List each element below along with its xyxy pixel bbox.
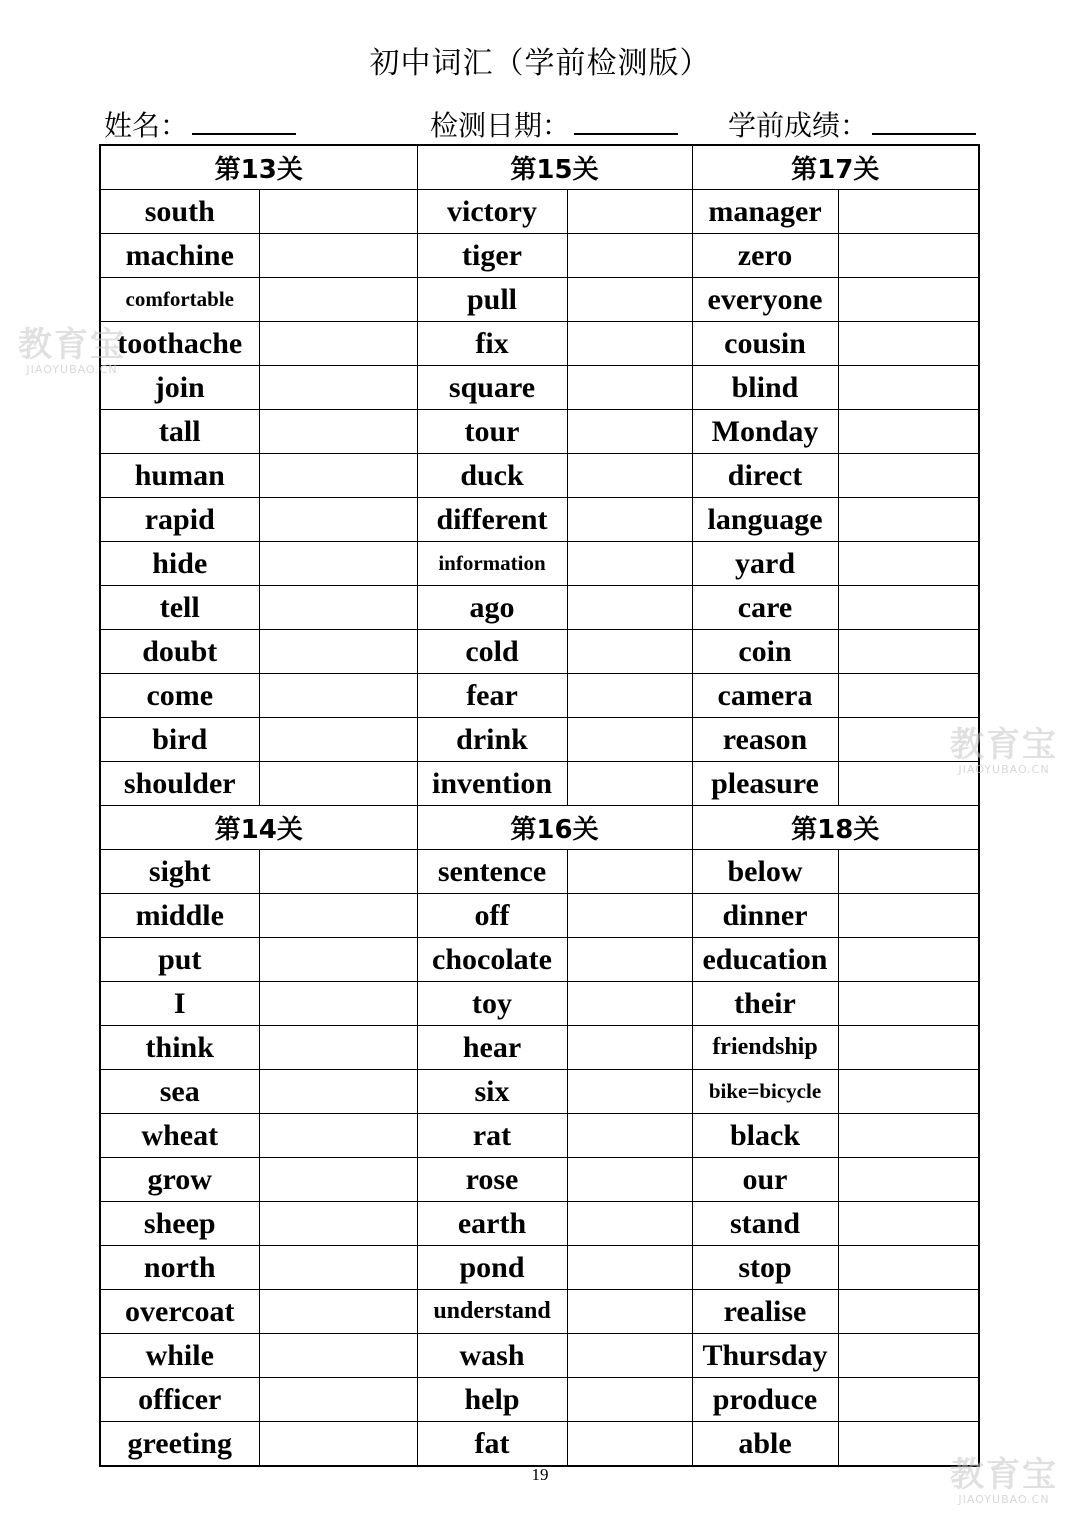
vocab-word: earth (417, 1202, 567, 1246)
answer-cell[interactable] (567, 1158, 692, 1202)
answer-cell[interactable] (838, 542, 979, 586)
answer-cell[interactable] (567, 1114, 692, 1158)
answer-cell[interactable] (259, 674, 417, 718)
answer-cell[interactable] (838, 190, 979, 234)
answer-cell[interactable] (838, 322, 979, 366)
vocab-word: yard (692, 542, 838, 586)
vocab-word: bike=bicycle (692, 1070, 838, 1114)
page-number: 19 (531, 1465, 549, 1484)
vocab-word: wheat (100, 1114, 259, 1158)
word-row (100, 1422, 979, 1467)
vocab-word: below (692, 850, 838, 894)
vocab-word: pleasure (692, 762, 838, 806)
vocab-word: everyone (692, 278, 838, 322)
answer-cell[interactable] (259, 542, 417, 586)
answer-cell[interactable] (838, 410, 979, 454)
answer-cell[interactable] (838, 894, 979, 938)
word-row (100, 1378, 979, 1422)
vocab-word: duck (417, 454, 567, 498)
answer-cell[interactable] (259, 894, 417, 938)
level-header: 第14关 (100, 806, 417, 850)
vocab-word: north (100, 1246, 259, 1290)
vocab-word: stand (692, 1202, 838, 1246)
vocab-word: ago (417, 586, 567, 630)
level-header: 第16关 (417, 806, 692, 850)
watermark-brand: 教育宝 (18, 325, 126, 365)
word-row (100, 322, 979, 366)
answer-cell[interactable] (259, 630, 417, 674)
vocab-word: I (100, 982, 259, 1026)
answer-cell[interactable] (567, 718, 692, 762)
answer-cell[interactable] (838, 454, 979, 498)
level-header: 第18关 (692, 806, 979, 850)
answer-cell[interactable] (838, 366, 979, 410)
vocab-word: rat (417, 1114, 567, 1158)
vocab-word: rose (417, 1158, 567, 1202)
word-row (100, 498, 979, 542)
answer-cell[interactable] (838, 1026, 979, 1070)
score-label: 学前成绩： (728, 109, 869, 142)
answer-cell[interactable] (259, 1026, 417, 1070)
answer-cell[interactable] (838, 498, 979, 542)
vocab-word: six (417, 1070, 567, 1114)
answer-cell[interactable] (259, 366, 417, 410)
answer-cell[interactable] (838, 1246, 979, 1290)
name-blank[interactable] (192, 107, 296, 135)
word-row (100, 1246, 979, 1290)
answer-cell[interactable] (567, 410, 692, 454)
answer-cell[interactable] (567, 278, 692, 322)
answer-cell[interactable] (838, 1070, 979, 1114)
vocab-word: Monday (692, 410, 838, 454)
vocab-word: direct (692, 454, 838, 498)
vocab-table (99, 144, 980, 1467)
answer-cell[interactable] (259, 1334, 417, 1378)
word-row (100, 674, 979, 718)
word-row (100, 586, 979, 630)
answer-cell[interactable] (259, 938, 417, 982)
word-row (100, 850, 979, 894)
answer-cell[interactable] (259, 1202, 417, 1246)
answer-cell[interactable] (259, 1246, 417, 1290)
vocab-word: education (692, 938, 838, 982)
word-row (100, 1026, 979, 1070)
answer-cell[interactable] (259, 190, 417, 234)
watermark-url: JIAOYUBAO.CN (26, 363, 118, 376)
watermark-brand: 教育宝 (950, 1455, 1058, 1495)
vocab-word: think (100, 1026, 259, 1070)
vocab-word: come (100, 674, 259, 718)
word-row (100, 718, 979, 762)
vocab-word: language (692, 498, 838, 542)
word-row (100, 410, 979, 454)
section-header-row (100, 145, 979, 190)
vocab-word: cousin (692, 322, 838, 366)
watermark-left (18, 325, 126, 376)
answer-cell[interactable] (259, 762, 417, 806)
answer-cell[interactable] (838, 938, 979, 982)
answer-cell[interactable] (567, 674, 692, 718)
vocab-word: overcoat (100, 1290, 259, 1334)
answer-cell[interactable] (259, 410, 417, 454)
vocab-word: wash (417, 1334, 567, 1378)
vocab-word: fix (417, 322, 567, 366)
section-header-row (100, 806, 979, 850)
answer-cell[interactable] (567, 234, 692, 278)
answer-cell[interactable] (567, 1246, 692, 1290)
vocab-word: our (692, 1158, 838, 1202)
answer-cell[interactable] (259, 1114, 417, 1158)
word-row (100, 1202, 979, 1246)
answer-cell[interactable] (259, 322, 417, 366)
word-row (100, 366, 979, 410)
answer-cell[interactable] (567, 1026, 692, 1070)
vocab-word: sight (100, 850, 259, 894)
vocab-word: grow (100, 1158, 259, 1202)
answer-cell[interactable] (567, 1378, 692, 1422)
vocab-word: drink (417, 718, 567, 762)
vocab-word: machine (100, 234, 259, 278)
word-row (100, 1158, 979, 1202)
answer-cell[interactable] (567, 542, 692, 586)
vocab-word: officer (100, 1378, 259, 1422)
word-row (100, 982, 979, 1026)
word-row (100, 762, 979, 806)
vocab-word: tour (417, 410, 567, 454)
vocab-word: south (100, 190, 259, 234)
vocab-word: sea (100, 1070, 259, 1114)
answer-cell[interactable] (567, 630, 692, 674)
answer-cell[interactable] (259, 1158, 417, 1202)
vocab-word: doubt (100, 630, 259, 674)
vocab-word: toy (417, 982, 567, 1026)
vocab-word: hide (100, 542, 259, 586)
vocab-word: chocolate (417, 938, 567, 982)
watermark-url: JIAOYUBAO.CN (958, 763, 1050, 776)
answer-cell[interactable] (567, 586, 692, 630)
answer-cell[interactable] (838, 234, 979, 278)
page-title: 初中词汇（学前检测版） (369, 46, 711, 81)
answer-cell[interactable] (259, 454, 417, 498)
score-blank[interactable] (872, 107, 976, 135)
vocab-word: tiger (417, 234, 567, 278)
watermark-right (950, 725, 1058, 776)
vocab-word: tall (100, 410, 259, 454)
answer-cell[interactable] (838, 850, 979, 894)
vocab-word: comfortable (100, 278, 259, 322)
vocab-word: victory (417, 190, 567, 234)
answer-cell[interactable] (259, 234, 417, 278)
word-row (100, 630, 979, 674)
vocab-word: black (692, 1114, 838, 1158)
vocab-word: stop (692, 1246, 838, 1290)
answer-cell[interactable] (259, 1290, 417, 1334)
vocab-word: different (417, 498, 567, 542)
vocab-word: pond (417, 1246, 567, 1290)
vocab-word: their (692, 982, 838, 1026)
vocab-word: friendship (692, 1026, 838, 1070)
watermark-bottom (950, 1455, 1058, 1506)
vocab-word: dinner (692, 894, 838, 938)
vocab-word: middle (100, 894, 259, 938)
answer-cell[interactable] (259, 1422, 417, 1467)
vocab-word: while (100, 1334, 259, 1378)
vocab-word: fear (417, 674, 567, 718)
answer-cell[interactable] (567, 366, 692, 410)
answer-cell[interactable] (259, 718, 417, 762)
answer-cell[interactable] (838, 1202, 979, 1246)
vocab-word: Thursday (692, 1334, 838, 1378)
level-header: 第13关 (100, 145, 417, 190)
vocab-word: rapid (100, 498, 259, 542)
answer-cell[interactable] (567, 982, 692, 1026)
date-label: 检测日期： (430, 109, 571, 142)
word-row (100, 278, 979, 322)
answer-cell[interactable] (567, 190, 692, 234)
word-row (100, 454, 979, 498)
level-header: 第15关 (417, 145, 692, 190)
vocab-word: pull (417, 278, 567, 322)
vocab-word: reason (692, 718, 838, 762)
vocab-word: camera (692, 674, 838, 718)
vocab-word: tell (100, 586, 259, 630)
answer-cell[interactable] (567, 850, 692, 894)
word-row (100, 1070, 979, 1114)
watermark-brand: 教育宝 (950, 725, 1058, 765)
word-row (100, 234, 979, 278)
vocab-word: invention (417, 762, 567, 806)
level-header: 第17关 (692, 145, 979, 190)
vocab-word: sentence (417, 850, 567, 894)
answer-cell[interactable] (259, 586, 417, 630)
date-field (430, 104, 678, 144)
vocab-word: able (692, 1422, 838, 1467)
name-field (104, 104, 296, 144)
vocab-word: blind (692, 366, 838, 410)
answer-cell[interactable] (567, 1290, 692, 1334)
answer-cell[interactable] (838, 630, 979, 674)
answer-cell[interactable] (567, 762, 692, 806)
watermark-url: JIAOYUBAO.CN (958, 1493, 1050, 1506)
vocab-word: shoulder (100, 762, 259, 806)
vocab-word: join (100, 366, 259, 410)
answer-cell[interactable] (259, 1378, 417, 1422)
word-row (100, 1114, 979, 1158)
answer-cell[interactable] (838, 1114, 979, 1158)
answer-cell[interactable] (567, 1202, 692, 1246)
answer-cell[interactable] (567, 322, 692, 366)
score-field (728, 104, 976, 144)
vocab-word: understand (417, 1290, 567, 1334)
vocab-word: bird (100, 718, 259, 762)
word-row (100, 190, 979, 234)
answer-cell[interactable] (567, 1070, 692, 1114)
answer-cell[interactable] (838, 586, 979, 630)
vocab-word: realise (692, 1290, 838, 1334)
vocab-word: information (417, 542, 567, 586)
vocab-word: cold (417, 630, 567, 674)
answer-cell[interactable] (259, 278, 417, 322)
answer-cell[interactable] (567, 1422, 692, 1467)
vocab-word: help (417, 1378, 567, 1422)
answer-cell[interactable] (259, 1070, 417, 1114)
answer-cell[interactable] (567, 894, 692, 938)
vocab-word: manager (692, 190, 838, 234)
word-row (100, 938, 979, 982)
answer-cell[interactable] (838, 1334, 979, 1378)
answer-cell[interactable] (567, 498, 692, 542)
word-row (100, 894, 979, 938)
vocab-word: human (100, 454, 259, 498)
vocab-word: square (417, 366, 567, 410)
vocab-word: put (100, 938, 259, 982)
vocab-word: care (692, 586, 838, 630)
date-blank[interactable] (574, 107, 678, 135)
answer-cell[interactable] (838, 1378, 979, 1422)
vocab-word: sheep (100, 1202, 259, 1246)
answer-cell[interactable] (838, 982, 979, 1026)
name-label: 姓名： (104, 109, 189, 142)
answer-cell[interactable] (838, 278, 979, 322)
vocab-word: off (417, 894, 567, 938)
word-row (100, 1334, 979, 1378)
answer-cell[interactable] (259, 982, 417, 1026)
word-row (100, 542, 979, 586)
answer-cell[interactable] (259, 498, 417, 542)
vocab-word: fat (417, 1422, 567, 1467)
answer-cell[interactable] (567, 938, 692, 982)
vocab-word: toothache (100, 322, 259, 366)
answer-cell[interactable] (838, 1290, 979, 1334)
answer-cell[interactable] (567, 1334, 692, 1378)
answer-cell[interactable] (838, 674, 979, 718)
vocab-word: greeting (100, 1422, 259, 1467)
vocab-word: zero (692, 234, 838, 278)
answer-cell[interactable] (259, 850, 417, 894)
vocab-word: coin (692, 630, 838, 674)
vocab-word: hear (417, 1026, 567, 1070)
word-row (100, 1290, 979, 1334)
answer-cell[interactable] (567, 454, 692, 498)
answer-cell[interactable] (838, 1158, 979, 1202)
vocab-word: produce (692, 1378, 838, 1422)
